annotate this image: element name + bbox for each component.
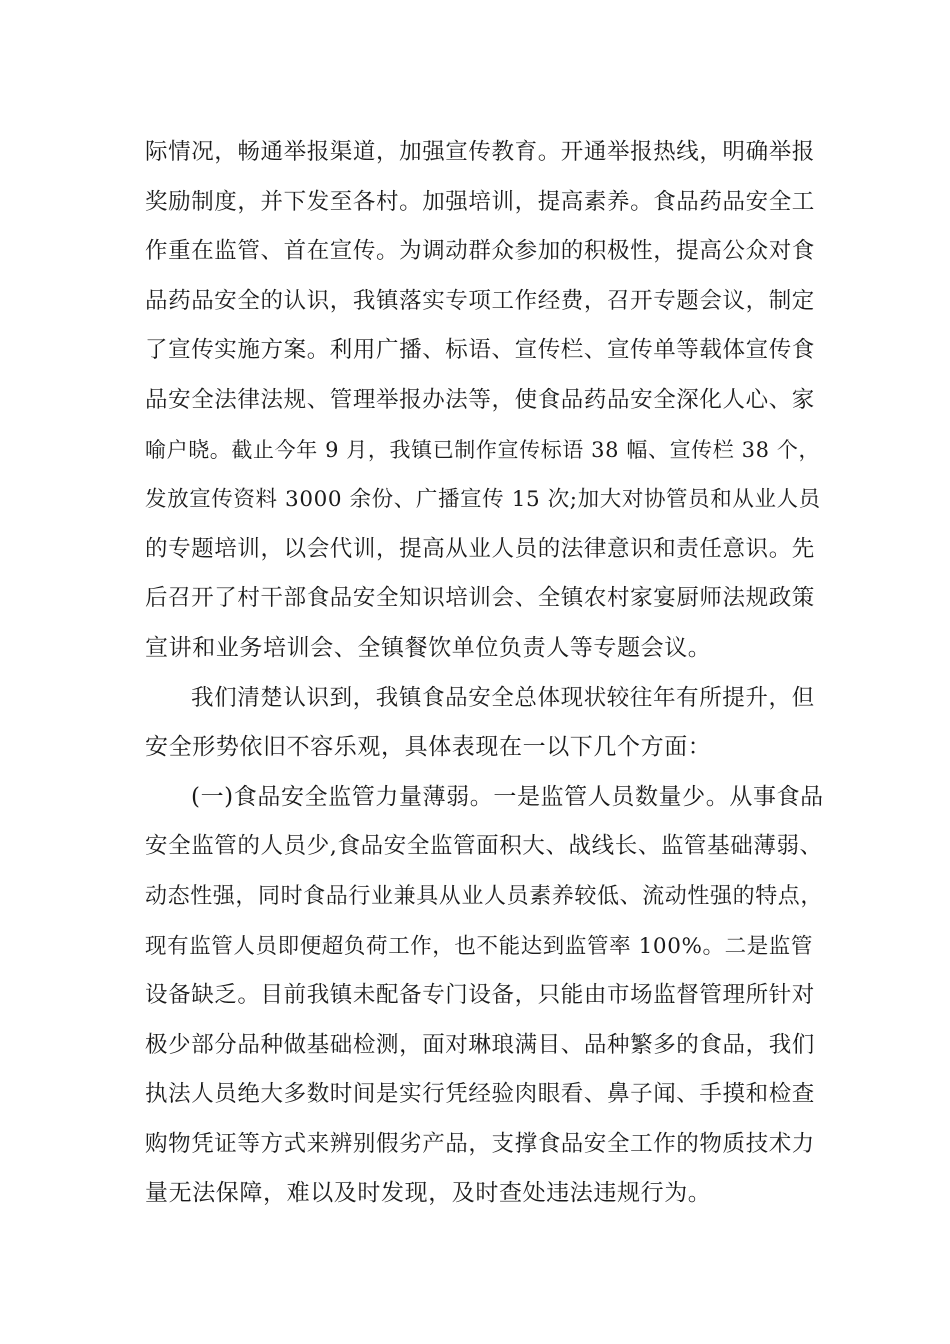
- text-line: 宣讲和业务培训会、全镇餐饮单位负责人等专题会议。: [145, 634, 712, 661]
- body-text: [145, 128, 825, 1219]
- text-line: 极少部分品种做基础检测，面对琳琅满目、品种繁多的食品，我们: [145, 1031, 815, 1058]
- text-line: 动态性强，同时食品行业兼具从业人员素养较低、流动性强的特点，: [145, 883, 824, 909]
- text-line: 购物凭证等方式来辨别假劣产品，支撑食品安全工作的物质技术力: [145, 1130, 815, 1157]
- text-line: 设备缺乏。目前我镇未配备专门设备，只能由市场监督管理所针对: [145, 982, 815, 1009]
- text-line: 安全形势依旧不容乐观，具体表现在一以下几个方面：: [145, 734, 712, 761]
- text-line: 喻户晓。截止今年 9 月，我镇已制作宣传标语 38 幅、宣传栏 38 个，: [145, 437, 821, 462]
- text-line: 际情况，畅通举报渠道，加强宣传教育。开通举报热线，明确举报: [145, 139, 815, 165]
- text-line: 品安全法律法规、管理举报办法等，使食品药品安全深化人心、家: [145, 386, 815, 413]
- text-line: 品药品安全的认识，我镇落实专项工作经费，召开专题会议，制定: [145, 287, 815, 314]
- text-line: 了宣传实施方案。利用广播、标语、宣传栏、宣传单等载体宣传食: [145, 337, 815, 364]
- text-line: 安全监管的人员少,食品安全监管面积大、战线长、监管基础薄弱、: [145, 833, 823, 860]
- text-line: 量无法保障，难以及时发现，及时查处违法违规行为。: [145, 1180, 712, 1207]
- paragraph-first-line: 我们清楚认识到，我镇食品安全总体现状较往年有所提升，但: [191, 684, 815, 711]
- paragraph-first-line: (一)食品安全监管力量薄弱。一是监管人员数量少。从事食品: [191, 783, 824, 810]
- text-line: 执法人员绝大多数时间是实行凭经验肉眼看、鼻子闻、手摸和检查: [145, 1081, 815, 1108]
- text-line: 的专题培训，以会代训，提高从业人员的法律意识和责任意识。先: [145, 535, 815, 562]
- text-line: 奖励制度，并下发至各村。加强培训，提高素养。食品药品安全工: [145, 188, 815, 215]
- text-line: 作重在监管、首在宣传。为调动群众参加的积极性，提高公众对食: [145, 238, 815, 265]
- text-line: 发放宣传资料 3000 余份、广播宣传 15 次;加大对协管员和从业人员: [145, 487, 821, 513]
- text-line: 现有监管人员即便超负荷工作，也不能达到监管率 100%。二是监管: [145, 933, 814, 959]
- text-line: 后召开了村干部食品安全知识培训会、全镇农村家宴厨师法规政策: [145, 585, 815, 612]
